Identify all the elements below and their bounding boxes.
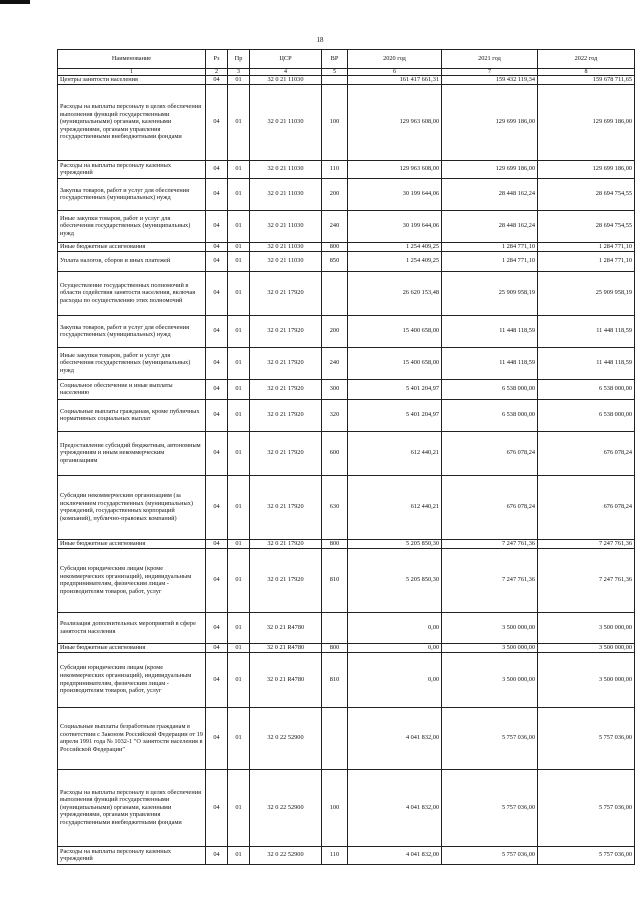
row-rz: 04 (206, 548, 228, 612)
row-csr: 32 0 22 52900 (250, 707, 322, 769)
row-name: Иные бюджетные ассигнования (58, 643, 206, 652)
row-csr: 32 0 21 11030 (250, 84, 322, 160)
table-row (58, 76, 635, 85)
row-rz: 04 (206, 242, 228, 251)
row-amount-2022: 11 448 118,59 (538, 315, 635, 347)
table-row (58, 242, 635, 251)
row-amount-2020: 1 254 409,25 (348, 242, 442, 251)
row-csr: 32 0 21 17920 (250, 431, 322, 475)
col-number: 8 (538, 69, 635, 76)
row-rz: 04 (206, 769, 228, 846)
col-number: 7 (442, 69, 538, 76)
row-csr: 32 0 21 11030 (250, 76, 322, 85)
row-rz: 04 (206, 652, 228, 707)
row-rz: 04 (206, 612, 228, 643)
row-pr: 01 (228, 399, 250, 431)
row-csr: 32 0 21 17920 (250, 347, 322, 379)
row-amount-2020: 5 401 204,97 (348, 399, 442, 431)
row-amount-2022: 676 078,24 (538, 431, 635, 475)
row-pr: 01 (228, 643, 250, 652)
row-amount-2021: 1 284 771,10 (442, 242, 538, 251)
row-name: Субсидии юридическим лицам (кроме некоммерческих организаций), индивидуальным предпринимателям, физическим лицам - производителям товаров, работ, услуг (58, 548, 206, 612)
col-number: 2 (206, 69, 228, 76)
row-rz: 04 (206, 271, 228, 315)
row-csr: 32 0 21 11030 (250, 242, 322, 251)
row-pr: 01 (228, 210, 250, 242)
table-row (58, 612, 635, 643)
table-row (58, 643, 635, 652)
table-row (58, 347, 635, 379)
row-csr: 32 0 21 11030 (250, 210, 322, 242)
row-csr: 32 0 21 17920 (250, 271, 322, 315)
row-amount-2021: 129 699 186,00 (442, 160, 538, 178)
row-amount-2021: 676 078,24 (442, 431, 538, 475)
row-amount-2021: 28 448 162,24 (442, 210, 538, 242)
row-pr: 01 (228, 242, 250, 251)
row-pr: 01 (228, 379, 250, 399)
row-pr: 01 (228, 160, 250, 178)
row-amount-2020: 0,00 (348, 612, 442, 643)
table-body (58, 76, 635, 865)
row-name: Центры занятости населения (58, 76, 206, 85)
budget-table (57, 49, 635, 865)
row-vr: 240 (322, 347, 348, 379)
row-name: Социальные выплаты безработным гражданам в соответствии с Законом Российской Федерации от 19 апреля 1991 года № 1032-1 "О занятости населения в Российской Федерации" (58, 707, 206, 769)
row-amount-2021: 11 448 118,59 (442, 347, 538, 379)
row-amount-2022: 3 500 000,00 (538, 652, 635, 707)
row-amount-2020: 0,00 (348, 652, 442, 707)
col-number: 1 (58, 69, 206, 76)
row-amount-2022: 676 078,24 (538, 475, 635, 539)
col-header-rz: Рз (206, 50, 228, 69)
row-csr: 32 0 21 R4780 (250, 643, 322, 652)
row-vr: 200 (322, 315, 348, 347)
row-amount-2021: 6 538 000,00 (442, 399, 538, 431)
row-amount-2021: 5 757 036,00 (442, 769, 538, 846)
row-amount-2022: 129 699 186,00 (538, 160, 635, 178)
row-amount-2020: 15 400 658,00 (348, 315, 442, 347)
row-rz: 04 (206, 251, 228, 271)
row-pr: 01 (228, 539, 250, 548)
col-header-2020: 2020 год (348, 50, 442, 69)
row-amount-2021: 5 757 036,00 (442, 846, 538, 864)
row-name: Расходы на выплаты персоналу в целях обеспечения выполнения функций государственными (муниципальными) органами, казенными учреждениями, органами управления государственными внебюджетными фондами (58, 769, 206, 846)
row-amount-2021: 7 247 761,36 (442, 548, 538, 612)
table-row (58, 210, 635, 242)
row-amount-2021: 1 284 771,10 (442, 251, 538, 271)
row-csr: 32 0 22 52900 (250, 769, 322, 846)
row-pr: 01 (228, 548, 250, 612)
row-vr (322, 707, 348, 769)
row-rz: 04 (206, 475, 228, 539)
row-name: Социальное обеспечение и иные выплаты населению (58, 379, 206, 399)
table-row (58, 251, 635, 271)
row-name: Иные закупки товаров, работ и услуг для обеспечения государственных (муниципальных) нужд (58, 210, 206, 242)
row-vr: 800 (322, 242, 348, 251)
row-pr: 01 (228, 76, 250, 85)
row-rz: 04 (206, 347, 228, 379)
col-header-2021: 2021 год (442, 50, 538, 69)
row-rz: 04 (206, 707, 228, 769)
table-row (58, 475, 635, 539)
row-amount-2022: 25 909 958,19 (538, 271, 635, 315)
col-header-pr: Пр (228, 50, 250, 69)
row-rz: 04 (206, 539, 228, 548)
row-amount-2021: 25 909 958,19 (442, 271, 538, 315)
row-vr (322, 271, 348, 315)
row-name: Закупка товаров, работ и услуг для обеспечения государственных (муниципальных) нужд (58, 178, 206, 210)
row-amount-2020: 15 400 658,00 (348, 347, 442, 379)
row-amount-2021: 3 500 000,00 (442, 643, 538, 652)
row-pr: 01 (228, 846, 250, 864)
table-row (58, 548, 635, 612)
row-csr: 32 0 21 11030 (250, 251, 322, 271)
row-name: Расходы на выплаты персоналу в целях обеспечения выполнения функций государственными (муниципальными) органами, казенными учреждениями, органами управления государственными внебюджетными фондами (58, 84, 206, 160)
row-name: Закупка товаров, работ и услуг для обеспечения государственных (муниципальных) нужд (58, 315, 206, 347)
row-amount-2020: 4 041 832,00 (348, 846, 442, 864)
col-header-2022: 2022 год (538, 50, 635, 69)
row-amount-2020: 1 254 409,25 (348, 251, 442, 271)
row-amount-2021: 6 538 000,00 (442, 379, 538, 399)
row-pr: 01 (228, 652, 250, 707)
row-vr: 320 (322, 399, 348, 431)
row-vr (322, 76, 348, 85)
row-vr: 810 (322, 652, 348, 707)
row-csr: 32 0 21 17920 (250, 475, 322, 539)
row-pr: 01 (228, 769, 250, 846)
row-csr: 32 0 21 11030 (250, 160, 322, 178)
table-row (58, 84, 635, 160)
row-amount-2022: 5 757 036,00 (538, 769, 635, 846)
row-amount-2022: 1 284 771,10 (538, 251, 635, 271)
row-name: Осуществление государственных полномочий в области содействия занятости населения, включая расходы по осуществлению этих полномочий (58, 271, 206, 315)
col-number: 4 (250, 69, 322, 76)
row-amount-2020: 612 440,21 (348, 431, 442, 475)
row-pr: 01 (228, 251, 250, 271)
row-amount-2020: 30 199 644,06 (348, 210, 442, 242)
row-amount-2022: 7 247 761,36 (538, 539, 635, 548)
row-amount-2020: 0,00 (348, 643, 442, 652)
row-amount-2020: 5 205 850,30 (348, 548, 442, 612)
row-vr (322, 612, 348, 643)
row-amount-2020: 612 440,21 (348, 475, 442, 539)
row-rz: 04 (206, 178, 228, 210)
row-amount-2021: 28 448 162,24 (442, 178, 538, 210)
row-amount-2022: 1 284 771,10 (538, 242, 635, 251)
row-amount-2021: 159 432 119,34 (442, 76, 538, 85)
col-header-name: Наименование (58, 50, 206, 69)
row-name: Социальные выплаты гражданам, кроме публичных нормативных социальных выплат (58, 399, 206, 431)
table-row (58, 178, 635, 210)
row-vr: 100 (322, 84, 348, 160)
col-number: 5 (322, 69, 348, 76)
row-name: Расходы на выплаты персоналу казенных учреждений (58, 160, 206, 178)
table-row (58, 539, 635, 548)
page-number: 18 (316, 36, 324, 44)
table-row (58, 379, 635, 399)
table-row (58, 160, 635, 178)
row-name: Расходы на выплаты персоналу казенных учреждений (58, 846, 206, 864)
row-csr: 32 0 21 17920 (250, 539, 322, 548)
row-amount-2022: 5 757 036,00 (538, 846, 635, 864)
row-amount-2022: 159 678 711,65 (538, 76, 635, 85)
row-pr: 01 (228, 271, 250, 315)
row-name: Иные бюджетные ассигнования (58, 242, 206, 251)
row-rz: 04 (206, 379, 228, 399)
table-row (58, 271, 635, 315)
row-vr: 630 (322, 475, 348, 539)
row-amount-2021: 129 699 186,00 (442, 84, 538, 160)
row-amount-2020: 5 205 850,30 (348, 539, 442, 548)
row-name: Иные закупки товаров, работ и услуг для обеспечения государственных (муниципальных) нужд (58, 347, 206, 379)
row-pr: 01 (228, 475, 250, 539)
row-amount-2020: 26 620 153,48 (348, 271, 442, 315)
row-amount-2022: 129 699 186,00 (538, 84, 635, 160)
row-rz: 04 (206, 210, 228, 242)
row-pr: 01 (228, 84, 250, 160)
row-csr: 32 0 21 11030 (250, 178, 322, 210)
row-amount-2021: 5 757 036,00 (442, 707, 538, 769)
table-row (58, 769, 635, 846)
row-pr: 01 (228, 178, 250, 210)
row-amount-2020: 4 041 832,00 (348, 707, 442, 769)
row-pr: 01 (228, 707, 250, 769)
row-name: Субсидии юридическим лицам (кроме некоммерческих организаций), индивидуальным предпринимателям, физическим лицам - производителям товаров, работ, услуг (58, 652, 206, 707)
row-name: Иные бюджетные ассигнования (58, 539, 206, 548)
col-header-vr: ВР (322, 50, 348, 69)
row-amount-2020: 129 963 608,00 (348, 160, 442, 178)
row-rz: 04 (206, 643, 228, 652)
row-vr: 100 (322, 769, 348, 846)
row-rz: 04 (206, 846, 228, 864)
row-vr: 110 (322, 846, 348, 864)
row-amount-2020: 129 963 608,00 (348, 84, 442, 160)
row-amount-2021: 11 448 118,59 (442, 315, 538, 347)
row-csr: 32 0 21 17920 (250, 548, 322, 612)
row-amount-2020: 161 417 661,31 (348, 76, 442, 85)
row-amount-2022: 5 757 036,00 (538, 707, 635, 769)
row-amount-2020: 30 199 644,06 (348, 178, 442, 210)
row-amount-2022: 28 694 754,55 (538, 210, 635, 242)
col-number: 6 (348, 69, 442, 76)
table-row (58, 846, 635, 864)
top-edge-mark (0, 0, 30, 4)
row-vr: 810 (322, 548, 348, 612)
col-number: 3 (228, 69, 250, 76)
row-vr: 600 (322, 431, 348, 475)
row-csr: 32 0 21 17920 (250, 379, 322, 399)
row-vr: 800 (322, 643, 348, 652)
column-number-row (58, 69, 635, 76)
row-vr: 300 (322, 379, 348, 399)
row-amount-2021: 7 247 761,36 (442, 539, 538, 548)
row-vr: 850 (322, 251, 348, 271)
row-rz: 04 (206, 76, 228, 85)
row-name: Реализация дополнительных мероприятий в сфере занятости населения (58, 612, 206, 643)
row-amount-2022: 6 538 000,00 (538, 399, 635, 431)
row-csr: 32 0 21 17920 (250, 315, 322, 347)
row-amount-2022: 28 694 754,55 (538, 178, 635, 210)
row-rz: 04 (206, 431, 228, 475)
row-amount-2020: 5 401 204,97 (348, 379, 442, 399)
row-amount-2021: 3 500 000,00 (442, 612, 538, 643)
row-name: Предоставление субсидий бюджетным, автономным учреждениям и иным некоммерческим организациям (58, 431, 206, 475)
row-pr: 01 (228, 315, 250, 347)
row-amount-2020: 4 041 832,00 (348, 769, 442, 846)
row-rz: 04 (206, 399, 228, 431)
row-pr: 01 (228, 431, 250, 475)
row-rz: 04 (206, 315, 228, 347)
table-row (58, 431, 635, 475)
table-row (58, 707, 635, 769)
row-amount-2021: 3 500 000,00 (442, 652, 538, 707)
row-vr: 200 (322, 178, 348, 210)
row-pr: 01 (228, 347, 250, 379)
row-name: Субсидии некоммерческим организациям (за исключением государственных (муниципальных) учреждений, государственных корпораций (компаний), публично-правовых компаний) (58, 475, 206, 539)
row-name: Уплата налогов, сборов и иных платежей (58, 251, 206, 271)
header-row (58, 50, 635, 69)
row-rz: 04 (206, 84, 228, 160)
row-pr: 01 (228, 612, 250, 643)
row-csr: 32 0 22 52900 (250, 846, 322, 864)
row-amount-2022: 11 448 118,59 (538, 347, 635, 379)
row-amount-2021: 676 078,24 (442, 475, 538, 539)
row-vr: 800 (322, 539, 348, 548)
row-amount-2022: 3 500 000,00 (538, 643, 635, 652)
row-vr: 240 (322, 210, 348, 242)
row-csr: 32 0 21 17920 (250, 399, 322, 431)
table-row (58, 315, 635, 347)
row-csr: 32 0 21 R4780 (250, 612, 322, 643)
col-header-csr: ЦСР (250, 50, 322, 69)
table-row (58, 399, 635, 431)
row-vr: 110 (322, 160, 348, 178)
table-row (58, 652, 635, 707)
row-csr: 32 0 21 R4780 (250, 652, 322, 707)
row-amount-2022: 6 538 000,00 (538, 379, 635, 399)
row-amount-2022: 7 247 761,36 (538, 548, 635, 612)
row-amount-2022: 3 500 000,00 (538, 612, 635, 643)
row-rz: 04 (206, 160, 228, 178)
